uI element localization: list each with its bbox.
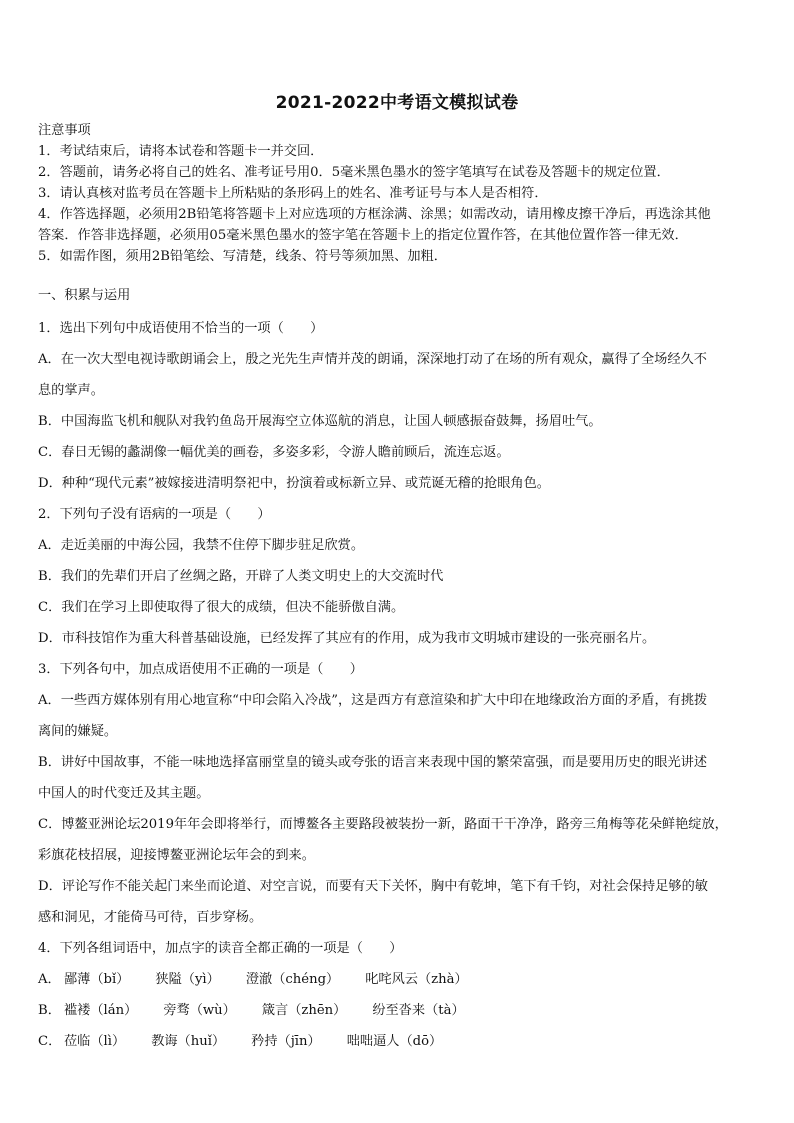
question-option: C．春日无锡的蠡湖像一幅优美的画卷，多姿多彩，令游人瞻前顾后，流连忘返。 <box>38 445 510 460</box>
option-row-a <box>38 964 760 995</box>
notice-line: 2．答题前，请务必将自己的姓名、准考证号用0．5毫米黑色墨水的签字笔填写在试卷及答题卡的规定位置． <box>38 165 670 180</box>
question-option-cont: 感和洞见，才能倚马可待，百步穿杨。 <box>38 910 263 925</box>
notice-heading: 注意事项 <box>38 123 91 138</box>
question-option: C．我们在学习上即使取得了很大的成绩，但决不能骄傲自满。 <box>38 600 405 615</box>
notice-line: 1．考试结束后，请将本试卷和答题卡一并交回． <box>38 144 324 159</box>
question-option: D．评论写作不能关起门来坐而论道、对空言说，而要有天下关怀，胸中有乾坤，笔下有千钧，对社会保持足够的敏 <box>38 879 708 894</box>
option-item: 叱咤风云（zhà） <box>365 972 468 987</box>
option-item: 褴褛（lán） <box>64 1003 138 1018</box>
notice-line: 4．作答选择题，必须用2B铅笔将答题卡上对应选项的方框涂满、涂黑；如需改动，请用橡皮擦干净后，再选涂其他 <box>38 207 711 222</box>
notice-block <box>38 120 760 267</box>
question-option: B．讲好中国故事，不能一味地选择富丽堂皇的镜头或夸张的语言来表现中国的繁荣富强，而是要用历史的眼光讲述 <box>38 755 708 770</box>
question-option-cont: 中国人的时代变迁及其主题。 <box>38 786 210 801</box>
option-item: 澄澈（chéng） <box>245 972 340 987</box>
question-option-cont: 彩旗花枝招展，迎接博鳌亚洲论坛年会的到来。 <box>38 848 315 863</box>
option-item: 咄咄逼人（dō） <box>346 1034 443 1049</box>
question-1 <box>38 313 760 499</box>
question-option-cont: 离间的嫌疑。 <box>38 724 118 739</box>
question-3 <box>38 654 760 933</box>
question-option: A．一些西方媒体别有用心地宣称“中印会陷入冷战”，这是西方有意渲染和扩大中印在地缘政治方面的矛盾，有挑拨 <box>38 693 708 708</box>
question-option: D．市科技馆作为重大科普基础设施，已经发挥了其应有的作用，成为我市文明城市建设的一张亮丽名片。 <box>38 631 656 646</box>
option-item: 纷至沓来（tà） <box>372 1003 465 1018</box>
option-item: 狭隘（yì） <box>155 972 220 987</box>
notice-line: 5．如需作图，须用2B铅笔绘、写清楚，线条、符号等须加黑、加粗． <box>38 249 447 264</box>
question-stem: 3．下列各句中，加点成语使用不正确的一项是（ ） <box>38 662 363 677</box>
questions-body <box>38 285 760 1057</box>
question-2 <box>38 499 760 654</box>
question-stem: 2．下列句子没有语病的一项是（ ） <box>38 507 271 522</box>
option-row-b <box>38 995 760 1026</box>
question-option: C．博鳌亚洲论坛2019年年会即将举行，而博鳌各主要路段被装扮一新，路面干干净净，路旁三角梅等花朵鲜艳绽放， <box>38 817 728 832</box>
option-row-c <box>38 1026 760 1057</box>
option-label: B． <box>38 1003 61 1018</box>
option-label: C． <box>38 1034 62 1049</box>
question-stem: 4．下列各组词语中，加点字的读音全都正确的一项是（ ） <box>38 941 403 956</box>
option-item: 鄙薄（bǐ） <box>64 972 130 987</box>
section-heading: 一、积累与运用 <box>38 288 131 303</box>
option-item: 旁骛（wù） <box>163 1003 236 1018</box>
option-item: 莅临（lì） <box>64 1034 126 1049</box>
notice-line: 3．请认真核对监考员在答题卡上所粘贴的条形码上的姓名、准考证号与本人是否相符． <box>38 186 548 201</box>
question-stem: 1．选出下列句中成语使用不恰当的一项（ ） <box>38 321 324 336</box>
question-option-cont: 息的掌声。 <box>38 383 104 398</box>
question-4 <box>38 933 760 1057</box>
notice-line: 答案．作答非选择题，必须用05毫米黑色墨水的签字笔在答题卡上的指定位置作答，在其他位置作答一律无效． <box>38 228 688 243</box>
question-option: B．我们的先辈们开启了丝绸之路，开辟了人类文明史上的大交流时代 <box>38 569 444 584</box>
question-option: A．走近美丽的中海公园，我禁不住停下脚步驻足欣赏。 <box>38 538 365 553</box>
question-option: B．中国海监飞机和舰队对我钓鱼岛开展海空立体巡航的消息，让国人顿感振奋鼓舞，扬眉吐气。 <box>38 414 602 429</box>
question-option: A．在一次大型电视诗歌朗诵会上，殷之光先生声情并茂的朗诵，深深地打动了在场的所有观众，赢得了全场经久不 <box>38 352 707 367</box>
option-label: A． <box>38 972 61 987</box>
question-option: D．种种“现代元素”被嫁接进清明祭祀中，扮演着或标新立异、或荒诞无稽的抢眼角色。 <box>38 476 550 491</box>
option-item: 箴言（zhēn） <box>261 1003 347 1018</box>
option-item: 矜持（jīn） <box>251 1034 321 1049</box>
option-item: 教诲（huǐ） <box>151 1034 226 1049</box>
page-title: 2021-2022中考语文模拟试卷 <box>275 93 519 113</box>
